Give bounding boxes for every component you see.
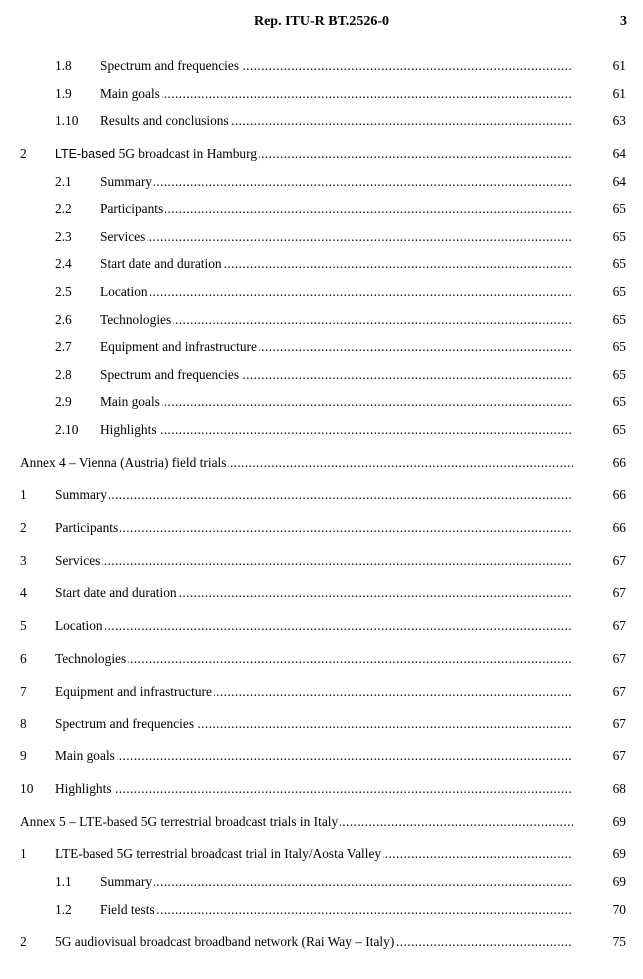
toc-entry-page: 67 (612, 553, 626, 568)
toc-entry-title: Services ..... (55, 552, 573, 570)
toc-entry[interactable] (0, 519, 643, 537)
page-header (0, 14, 643, 34)
toc-entry[interactable] (0, 552, 643, 570)
toc-entry[interactable] (0, 845, 643, 863)
toc-entry-title: Highlights ..... (55, 780, 573, 798)
toc-entry[interactable] (0, 454, 643, 472)
toc-entry-title: Annex 5 – LTE-based 5G terrestrial broadcast trials in Italy ..... (20, 813, 573, 831)
toc-entry-page: 63 (612, 113, 626, 128)
toc-entry[interactable] (0, 228, 643, 246)
toc-entry[interactable] (0, 311, 643, 329)
toc-entry-page: 64 (612, 174, 626, 189)
toc-entry-title: Participants ..... (55, 519, 573, 537)
toc-entry-page: 65 (612, 201, 626, 216)
toc-entry-page: 67 (612, 748, 626, 763)
toc-entry-page: 67 (612, 651, 626, 666)
toc-entry-number: 2.9 (55, 394, 72, 409)
toc-entry[interactable] (0, 421, 643, 439)
toc-entry[interactable] (0, 873, 643, 891)
toc-entry-page: 68 (612, 781, 626, 796)
toc-entry-title: Results and conclusions ..... (100, 112, 573, 130)
toc-entry-title: Start date and duration ..... (100, 255, 573, 273)
toc-entry-number: 1.1 (55, 874, 72, 889)
toc-entry[interactable] (0, 617, 643, 635)
toc-entry-title: 5G audiovisual broadcast broadband network (Rai Way – Italy) ..... (55, 933, 573, 951)
toc-entry-number: 6 (20, 651, 27, 666)
toc-entry[interactable] (0, 112, 643, 130)
toc-entry[interactable] (0, 173, 643, 191)
toc-entry-number: 2.2 (55, 201, 72, 216)
report-title: Rep. ITU-R BT.2526-0 (253, 14, 390, 29)
toc-entry[interactable] (0, 200, 643, 218)
toc-entry-title: Equipment and infrastructure ..... (55, 683, 573, 701)
toc-entry-number: 1.2 (55, 902, 72, 917)
toc-entry-number: 2 (20, 146, 27, 161)
toc-entry-page: 65 (612, 229, 626, 244)
toc-entry-title: Summary ..... (100, 173, 573, 191)
toc-entry-title: Start date and duration ..... (55, 584, 573, 602)
toc-entry-page: 61 (612, 86, 626, 101)
toc-entry-number: 2 (20, 520, 27, 535)
toc-entry-number: 2.3 (55, 229, 72, 244)
toc-entry-page: 70 (612, 902, 626, 917)
toc-entry-number: 10 (20, 781, 34, 796)
toc-entry-title: Location ..... (100, 283, 573, 301)
toc-entry-title: Main goals ..... (100, 393, 573, 411)
toc-entry-number: 2.4 (55, 256, 72, 271)
toc-entry[interactable] (0, 650, 643, 668)
toc-entry-title: Main goals ..... (55, 747, 573, 765)
toc-entry-page: 65 (612, 367, 626, 382)
toc-entry[interactable] (0, 85, 643, 103)
toc-entry[interactable] (0, 584, 643, 602)
toc-entry[interactable] (0, 283, 643, 301)
toc-entry-page: 65 (612, 284, 626, 299)
toc-entry-title: Spectrum and frequencies ..... (100, 57, 573, 75)
toc-entry[interactable] (0, 780, 643, 798)
toc-entry[interactable] (0, 813, 643, 831)
toc-entry-page: 65 (612, 339, 626, 354)
toc-entry[interactable] (0, 255, 643, 273)
toc-entry[interactable] (0, 933, 643, 951)
toc-entry-title: LTE-based 5G terrestrial broadcast trial in Italy/Aosta Valley ..... (55, 845, 573, 863)
toc-entry-page: 69 (612, 874, 626, 889)
toc-entry-title: Equipment and infrastructure ..... (100, 338, 573, 356)
toc-entry-number: 1.8 (55, 58, 72, 73)
toc-entry-page: 65 (612, 312, 626, 327)
toc-entry-page: 69 (612, 846, 626, 861)
toc-entry-number: 2.7 (55, 339, 72, 354)
toc-entry-title: Summary ..... (55, 486, 573, 504)
toc-entry-page: 67 (612, 618, 626, 633)
toc-entry-page: 67 (612, 716, 626, 731)
toc-entry-number: 2.6 (55, 312, 72, 327)
toc-entry-number: 1 (20, 487, 27, 502)
toc-entry-number: 2.10 (55, 422, 79, 437)
page-number: 3 (620, 14, 627, 29)
toc-entry[interactable] (0, 747, 643, 765)
toc-entry[interactable] (0, 145, 643, 163)
toc-entry-page: 64 (612, 146, 626, 161)
toc-entry-page: 65 (612, 422, 626, 437)
toc-entry-page: 61 (612, 58, 626, 73)
toc-entry-number: 2.1 (55, 174, 72, 189)
toc-entry[interactable] (0, 901, 643, 919)
toc-entry-page: 66 (612, 520, 626, 535)
toc-entry-page: 67 (612, 684, 626, 699)
toc-entry-number: 2.5 (55, 284, 72, 299)
toc-entry-number: 1.9 (55, 86, 72, 101)
toc-entry-number: 3 (20, 553, 27, 568)
toc-entry-number: 2 (20, 934, 27, 949)
toc-entry-number: 1 (20, 846, 27, 861)
toc-entry-title: Technologies ..... (100, 311, 573, 329)
toc-entry-number: 9 (20, 748, 27, 763)
toc-entry-number: 2.8 (55, 367, 72, 382)
toc-entry[interactable] (0, 393, 643, 411)
toc-entry-title: Annex 4 – Vienna (Austria) field trials ..... (20, 454, 573, 472)
toc-entry[interactable] (0, 683, 643, 701)
toc-entry-page: 67 (612, 585, 626, 600)
toc-entry[interactable] (0, 486, 643, 504)
toc-entry-title: Location ..... (55, 617, 573, 635)
toc-entry-number: 5 (20, 618, 27, 633)
toc-entry[interactable] (0, 57, 643, 75)
toc-entry[interactable] (0, 715, 643, 733)
toc-entry-title: Main goals ..... (100, 85, 573, 103)
toc-entry-title: Summary ..... (100, 873, 573, 891)
toc-entry-title: Spectrum and frequencies ..... (55, 715, 573, 733)
toc-entry-page: 65 (612, 256, 626, 271)
toc-entry[interactable] (0, 338, 643, 356)
toc-entry-number: 1.10 (55, 113, 79, 128)
toc-entry-number: 7 (20, 684, 27, 699)
toc-entry-title: Highlights ..... (100, 421, 573, 439)
toc-entry-number: 4 (20, 585, 27, 600)
toc-entry-page: 66 (612, 455, 626, 470)
toc-entry-page: 69 (612, 814, 626, 829)
toc-entry-page: 66 (612, 487, 626, 502)
toc-entry[interactable] (0, 366, 643, 384)
toc-entry-title: Technologies ..... (55, 650, 573, 668)
toc-entry-title: Participants ..... (100, 200, 573, 218)
toc-entry-page: 65 (612, 394, 626, 409)
toc-entry-page: 75 (612, 934, 626, 949)
toc-entry-number: 8 (20, 716, 27, 731)
toc-entry-title: Spectrum and frequencies ..... (100, 366, 573, 384)
toc-entry-title: LTE-based 5G broadcast in Hamburg ..... (55, 145, 573, 163)
toc-entry-title: Field tests ..... (100, 901, 573, 919)
toc-entry-title: Services ..... (100, 228, 573, 246)
